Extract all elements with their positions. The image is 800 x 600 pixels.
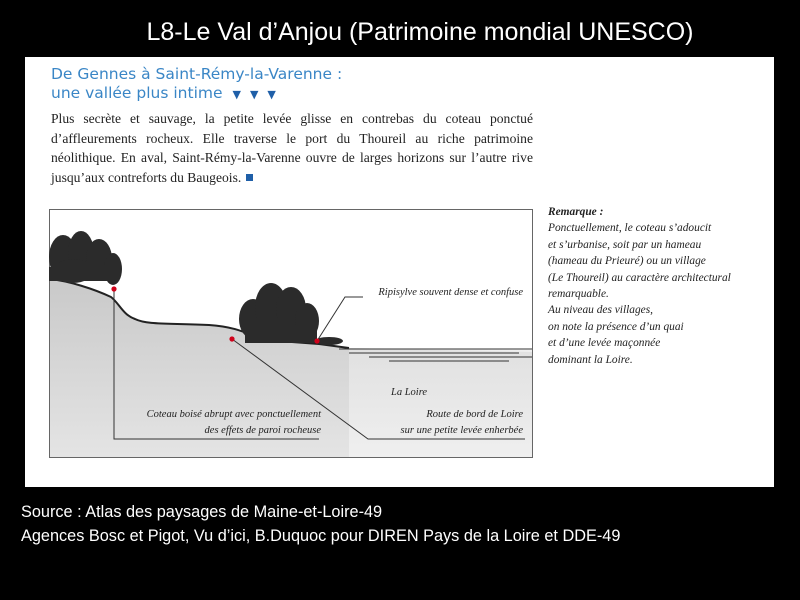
section-heading xyxy=(51,65,342,104)
source-line-1: Source : Atlas des paysages de Maine-et-Loire-49 xyxy=(21,503,383,521)
remark-line: Ponctuellement, le coteau s’adoucit xyxy=(548,222,712,235)
slide-title: L8-Le Val d’Anjou (Patrimoine mondial UNESCO) xyxy=(146,18,694,46)
heading-line-2: une vallée plus intime xyxy=(51,84,223,102)
coteau-marker xyxy=(111,286,116,291)
label-ripisylve: Ripisylve souvent dense et confuse xyxy=(378,287,523,298)
ripisylve-marker xyxy=(314,338,319,343)
source-credits xyxy=(21,500,620,548)
remark-title: Remarque : xyxy=(548,206,604,218)
label-route-line-1: Route de bord de Loire xyxy=(426,409,523,420)
remark-line: dominant la Loire. xyxy=(548,353,633,366)
end-square-icon xyxy=(246,174,253,181)
content-panel xyxy=(25,57,774,487)
label-route-line-2: sur une petite levée enherbée xyxy=(400,425,523,436)
remark-line: Au niveau des villages, xyxy=(548,304,654,317)
route-marker xyxy=(229,336,234,341)
valley-cross-section-diagram xyxy=(49,207,534,459)
intro-paragraph xyxy=(51,109,533,187)
remark-line: (Le Thoureil) au caractère architectural xyxy=(548,271,731,284)
remark-line: remarquable. xyxy=(548,288,609,301)
label-coteau-line-2: des effets de paroi rocheuse xyxy=(204,425,321,436)
remark-line: (hameau du Prieuré) ou un village xyxy=(548,255,706,268)
intro-text: Plus secrète et sauvage, la petite levée glisse en contrebas du coteau ponctué d’affleurements rocheux. Elle traverse le port du Thoureil au riche patrimoine néolithique. En aval, Saint-Rémy-la-Varenne ouvre de larges horizons sur l’autre rive jusqu’aux contreforts du Baugeois. xyxy=(51,111,533,185)
down-arrows-icon: ▼▼▼ xyxy=(232,88,285,101)
remark-box xyxy=(548,204,768,368)
loire-water xyxy=(349,348,532,457)
remark-line: et d’une levée maçonnée xyxy=(548,337,661,350)
label-coteau-line-1: Coteau boisé abrupt avec ponctuellement xyxy=(146,409,321,420)
remark-line: et s’urbanise, soit par un hameau xyxy=(548,238,702,251)
source-line-2: Agences Bosc et Pigot, Vu d’ici, B.Duquoc pour DIREN Pays de la Loire et DDE-49 xyxy=(21,527,621,545)
label-la-loire: La Loire xyxy=(391,387,428,398)
remark-line: on note la présence d’un quai xyxy=(548,320,684,333)
heading-line-1: De Gennes à Saint-Rémy-la-Varenne : xyxy=(51,65,343,83)
